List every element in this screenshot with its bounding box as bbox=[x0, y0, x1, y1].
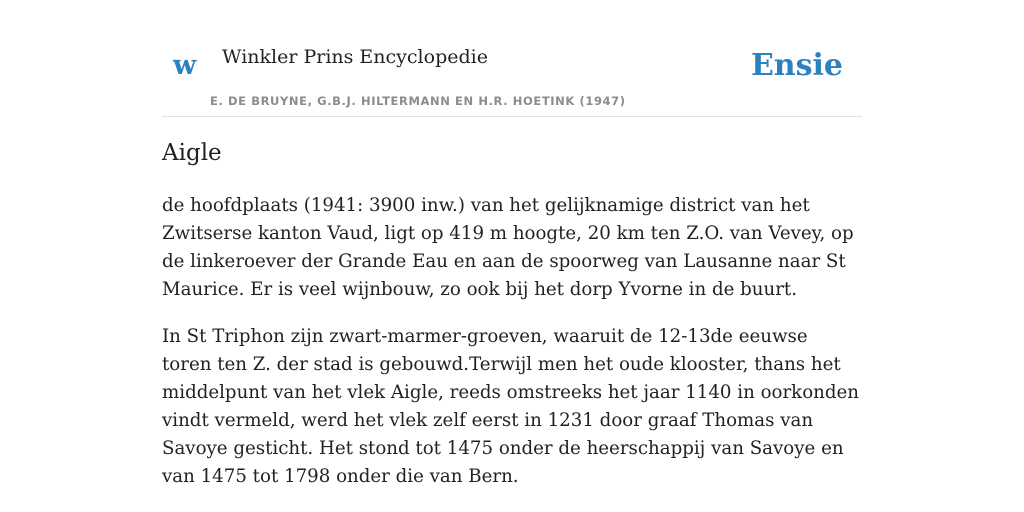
publication-title[interactable]: Winkler Prins Encyclopedie bbox=[222, 46, 488, 68]
publication-authors: E. DE BRUYNE, G.B.J. HILTERMANN EN H.R. HOETINK (1947) bbox=[210, 94, 626, 108]
winkler-prins-logo[interactable]: w bbox=[173, 50, 197, 81]
entry-paragraph: de hoofdplaats (1941: 3900 inw.) van het gelijknamige district van het Zwitserse kanton Vaud, ligt op 419 m hoogte, 20 km ten Z.O. van Vevey, op de linkeroever der Grande Eau en aan de spoorweg van Lausanne naar St Maurice. Er is veel wijnbouw, zo ook bij het dorp Yvorne in de buurt. bbox=[162, 195, 854, 300]
entry-body bbox=[162, 192, 862, 510]
header bbox=[162, 0, 862, 117]
ensie-logo[interactable]: Ensie bbox=[750, 48, 843, 83]
page bbox=[162, 0, 862, 487]
entry-title: Aigle bbox=[162, 140, 222, 166]
entry-paragraph: In St Triphon zijn zwart-marmer-groeven, waaruit de 12-13de eeuwse toren ten Z. der stad is gebouwd.Terwijl men het oude klooster, thans het middelpunt van het vlek Aigle, reeds omstreeks het jaar 1140 in oorkonden vindt vermeld, werd het vlek zelf eerst in 1231 door graaf Thomas van Savoye gesticht. Het stond tot 1475 onder de heerschappij van Savoye en van 1475 tot 1798 onder die van Bern. bbox=[162, 326, 859, 487]
